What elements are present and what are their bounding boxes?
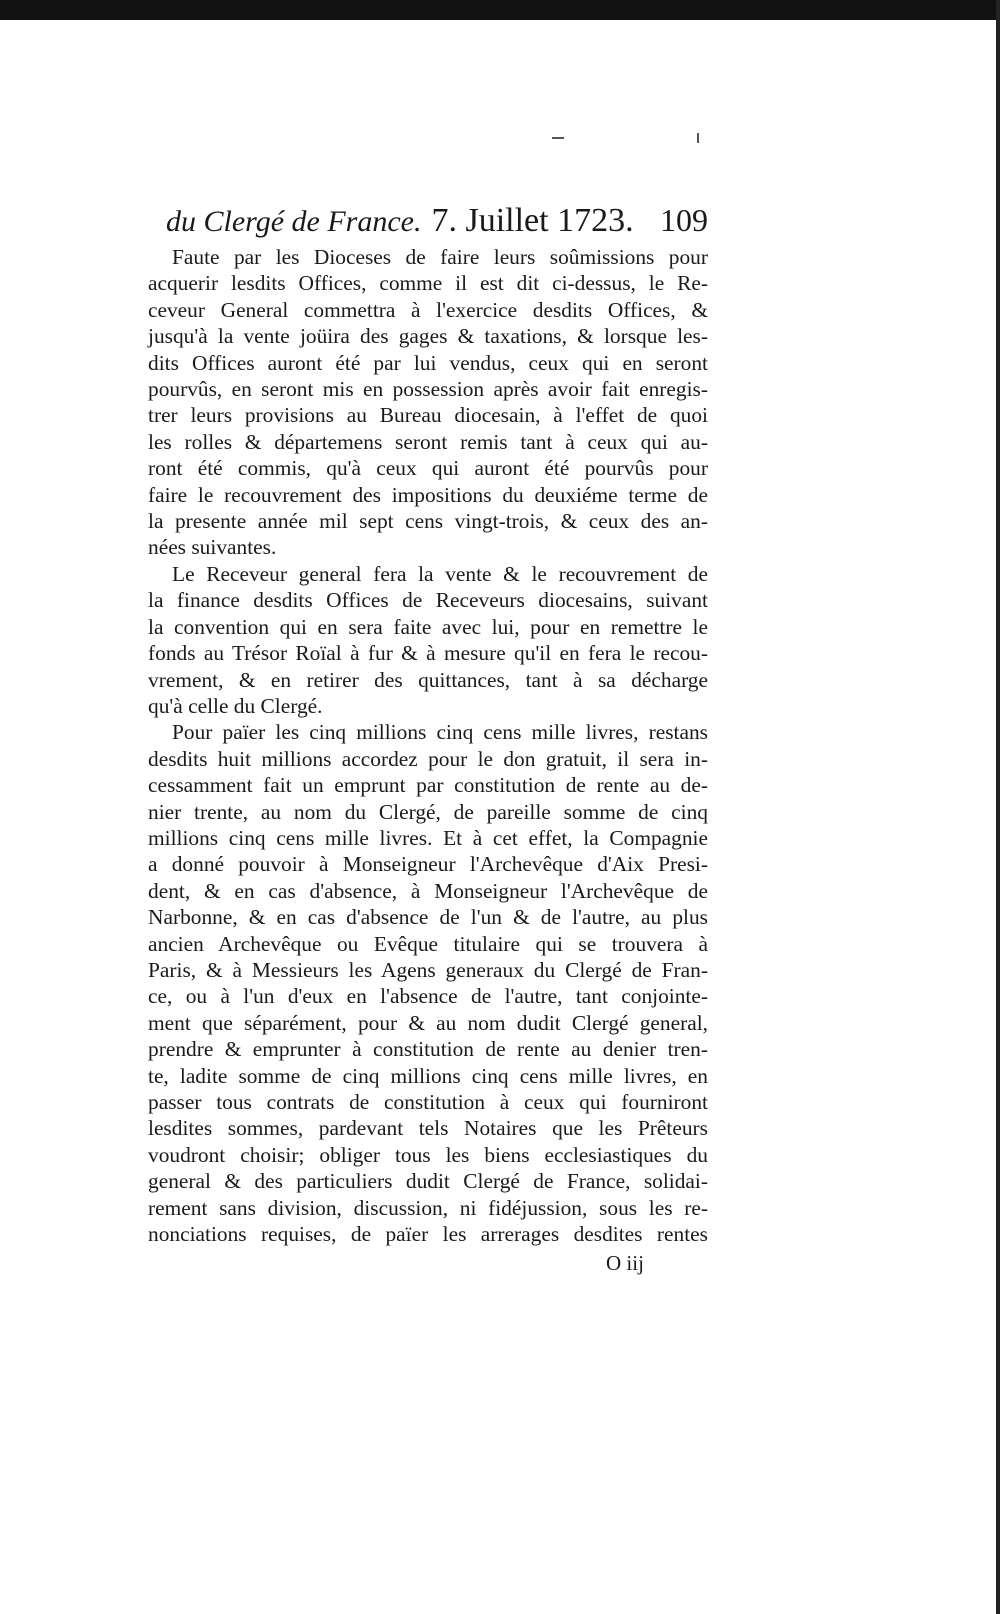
text-line: acquerir lesdits Offices, comme il est dit ci-dessus, le Re-: [148, 271, 708, 296]
text-line: Faute par les Dioceses de faire leurs soûmissions pour: [172, 245, 708, 269]
text-line: dent, & en cas d'absence, à Monseigneur l'Archevêque de: [148, 878, 708, 903]
text-line: faire le recouvrement des impositions du deuxiéme terme de: [148, 482, 708, 507]
text-line: millions cinq cens mille livres. Et à cet effet, la Compagnie: [148, 825, 708, 850]
text-line: ment que séparément, pour & au nom dudit Clergé general,: [148, 1010, 708, 1035]
text-line: vrement, & en retirer des quittances, tant à sa décharge: [148, 667, 708, 692]
text-line: voudront choisir; obliger tous les biens ecclesiastiques du: [148, 1142, 708, 1167]
text-line: nonciations requises, de païer les arrerages desdites rentes: [148, 1222, 708, 1247]
text-line: trer leurs provisions au Bureau diocesain, à l'effet de quoi: [148, 403, 708, 428]
text-line: les rolles & départemens seront remis tant à ceux qui au-: [148, 429, 708, 454]
body-text: [148, 244, 708, 1247]
text-line: desdits huit millions accordez pour le don gratuit, il sera in-: [148, 746, 708, 771]
text-line: dits Offices auront été par lui vendus, ceux qui en seront: [148, 350, 708, 375]
scan-speck: [697, 133, 699, 143]
text-line: lesdites sommes, pardevant tels Notaires que les Prêteurs: [148, 1116, 708, 1141]
paragraph: [148, 561, 708, 719]
text-line: passer tous contrats de constitution à ceux qui fourniront: [148, 1090, 708, 1114]
paragraph: [148, 719, 708, 1247]
text-line: prendre & emprunter à constitution de rente au denier tren-: [148, 1037, 708, 1062]
text-line: Pour païer les cinq millions cinq cens mille livres, restans: [172, 720, 708, 745]
scan-top-border: [0, 0, 1000, 20]
book-page: [148, 200, 708, 1276]
text-line: Paris, & à Messieurs les Agens generaux du Clergé de Fran-: [148, 957, 708, 982]
text-line: la convention qui en sera faite avec lui, pour en remettre le: [148, 614, 708, 639]
text-line: qu'à celle du Clergé.: [148, 693, 323, 718]
page-number: 109: [660, 202, 708, 238]
signature-mark: O iij: [606, 1251, 644, 1276]
text-line: general & des particuliers dudit Clergé de France, solidai-: [148, 1169, 708, 1194]
text-line: ancien Archevêque ou Evêque titulaire qui se trouvera à: [148, 931, 708, 956]
text-line: jusqu'à la vente joüira des gages & taxations, & lorsque les-: [148, 324, 708, 349]
text-line: ce, ou à l'un d'eux en l'absence de l'autre, tant conjointe-: [148, 984, 708, 1009]
text-line: ront été commis, qu'à ceux qui auront été pourvûs pour: [148, 456, 708, 481]
text-line: nier trente, au nom du Clergé, de pareille somme de cinq: [148, 799, 708, 824]
text-line: Le Receveur general fera la vente & le recouvrement de: [172, 561, 708, 586]
paragraph: [148, 244, 708, 561]
text-line: la finance desdits Offices de Receveurs diocesains, suivant: [148, 588, 708, 613]
text-line: ceveur General commettra à l'exercice desdits Offices, &: [148, 297, 708, 322]
text-line: te, ladite somme de cinq millions cinq cens mille livres, en: [148, 1063, 708, 1088]
scan-right-border: [996, 0, 1000, 1614]
scan-speck: [552, 137, 564, 139]
text-line: a donné pouvoir à Monseigneur l'Archevêque d'Aix Presi-: [148, 852, 708, 877]
text-line: cessamment fait un emprunt par constitution de rente au de-: [148, 773, 708, 798]
text-line: nées suivantes.: [148, 535, 277, 560]
text-line: pourvûs, en seront mis en possession après avoir fait enregis-: [148, 377, 708, 402]
running-head-date: 7. Juillet 1723.: [431, 202, 634, 239]
text-line: la presente année mil sept cens vingt-trois, & ceux des an-: [148, 509, 708, 534]
text-line: fonds au Trésor Roïal à fur & à mesure qu'il en fera le recou-: [148, 641, 708, 666]
running-head-title: du Clergé de France.: [166, 205, 422, 238]
text-line: Narbonne, & en cas d'absence de l'un & de l'autre, au plus: [148, 905, 708, 930]
text-line: rement sans division, discussion, ni fidéjussion, sous les re-: [148, 1195, 708, 1220]
running-head: [166, 200, 708, 242]
